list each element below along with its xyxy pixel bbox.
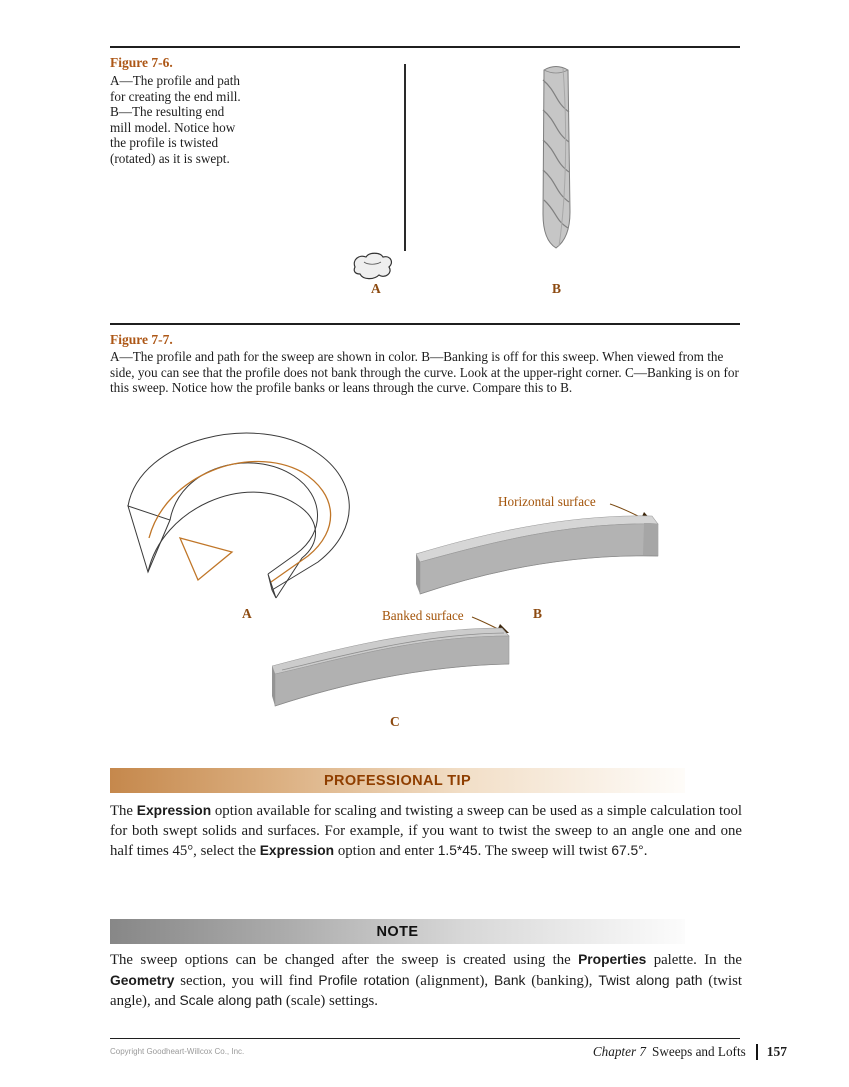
note-banner (110, 919, 685, 944)
tip-text: . The sweep will twist (477, 843, 612, 860)
figure-7-7-label-a: A (242, 606, 252, 621)
mid-rule (110, 323, 740, 325)
footer-divider (756, 1044, 758, 1060)
figure-7-7-caption: A—The profile and path for the sweep are shown in color. B—Banking is off for this sweep. When viewed from the side, you can see that the profile does not bank through the curve. Look at the upper-right corner. C—Banking is on for this sweep. Notice how the profile banks or leans through the curve. Compare this to B. (110, 349, 739, 395)
figure-7-6-heading: Figure 7-6. (110, 55, 173, 70)
note-text: palette. In the (646, 952, 742, 968)
figure-7-6-caption: A—The profile and path for creating the end mill. B—The resulting end mill model. Notice how the profile is twisted (rotated) as it is swept. (110, 73, 241, 166)
tip-text: . (643, 843, 648, 860)
tip-text: option and enter (334, 843, 438, 860)
note-title: NOTE (376, 923, 419, 940)
footer-copyright: Copyright Goodheart-Willcox Co., Inc. (110, 1047, 245, 1056)
annotation-banked-surface: Banked surface (382, 608, 464, 623)
end-mill-profile-shape (350, 250, 396, 282)
footer-chapter: Chapter 7 (592, 1044, 646, 1059)
geometry-section-name: Geometry (110, 972, 175, 988)
expression-option-name: Expression (136, 803, 212, 818)
annotation-horizontal-surface: Horizontal surface (498, 494, 596, 509)
note-text: The sweep options can be changed after the sweep is created using the (110, 952, 579, 968)
solid-sweep-c (272, 622, 512, 717)
twist-result-value: 67.5° (611, 843, 644, 859)
note-text: (banking), (525, 972, 599, 989)
note-text: (scale) settings. (282, 993, 378, 1010)
bank-setting: Bank (493, 972, 526, 988)
footer-page-number: 157 (766, 1044, 787, 1059)
tip-text: option available for scaling and twisting a sweep can be used as a simple calculation tool for both swept solids and surfaces. For example, if you want to twist the sweep to an angle one and one half times 45°, select the (110, 803, 742, 860)
solid-sweep-b (416, 504, 662, 604)
sweep-path-line (404, 64, 406, 251)
footer-section-title: Sweeps and Lofts (651, 1044, 746, 1059)
profile-rotation-setting: Profile rotation (318, 972, 410, 988)
footer-page-info (593, 1044, 787, 1060)
professional-tip-title: PROFESSIONAL TIP (323, 772, 472, 789)
tip-text: The (110, 803, 137, 819)
figure-7-7-label-c: C (390, 714, 400, 729)
note-text: (twist angle), and (110, 972, 742, 1010)
scale-along-path-setting: Scale along path (179, 993, 283, 1009)
note-text: (alignment), (409, 972, 494, 989)
end-mill-model (535, 62, 577, 254)
tip-paragraph (110, 801, 742, 862)
wireframe-sweep-a (118, 410, 368, 610)
expression-value: 1.5*45 (437, 843, 478, 859)
figure-7-6-label-a: A (371, 281, 381, 296)
note-text: section, you will find (174, 972, 319, 989)
professional-tip-banner (110, 768, 685, 793)
twist-along-path-setting: Twist along path (598, 972, 703, 988)
properties-palette-name: Properties (578, 952, 647, 967)
top-rule (110, 46, 740, 48)
figure-7-6-label-b: B (552, 281, 562, 296)
figure-7-7-heading: Figure 7-7. (110, 332, 173, 347)
footer-rule (110, 1038, 740, 1039)
expression-option-name: Expression (259, 843, 335, 859)
note-paragraph (110, 950, 742, 1012)
figure-7-7-label-b: B (533, 606, 543, 621)
